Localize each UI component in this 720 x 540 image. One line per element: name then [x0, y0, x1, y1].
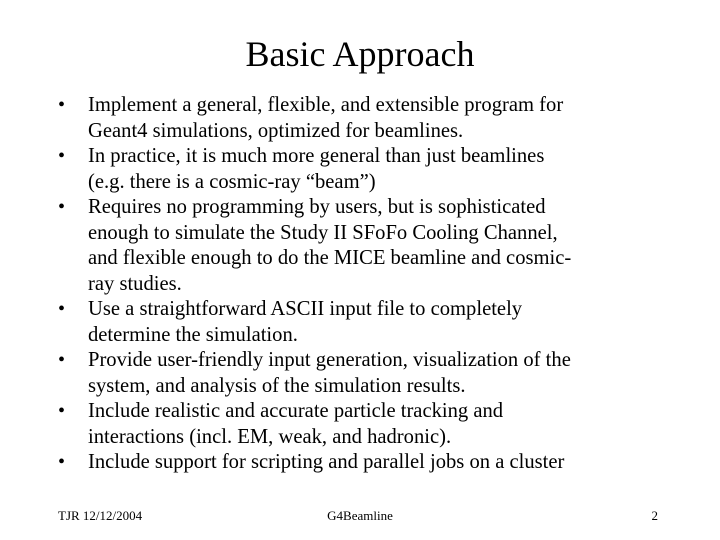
bullet-line: Use a straightforward ASCII input file to completely: [88, 298, 523, 320]
bullet-item: [58, 399, 678, 450]
footer-title: G4Beamline: [327, 508, 393, 523]
bullet-item: [58, 195, 678, 297]
slide-title: Basic Approach: [245, 34, 475, 74]
bullet-line: system, and analysis of the simulation results.: [88, 374, 466, 397]
bullet-line: Include realistic and accurate particle tracking and: [88, 400, 504, 422]
bullet-line: and flexible enough to do the MICE beamline and cosmic-: [88, 247, 572, 269]
bullet-line: enough to simulate the Study II SFoFo Cooling Channel,: [88, 221, 558, 244]
bullet-line: ray studies.: [88, 272, 182, 295]
bullet-line: Geant4 simulations, optimized for beamlines.: [88, 119, 464, 142]
bullet-list: [58, 93, 678, 476]
bullet-item: [58, 144, 678, 195]
bullet-line: determine the simulation.: [88, 323, 298, 346]
bullet-item: [58, 297, 678, 348]
bullet-dot-icon: •: [58, 451, 66, 473]
page-number: 2: [651, 508, 658, 523]
bullet-dot-icon: •: [58, 349, 66, 371]
bullet-item: [58, 450, 678, 476]
bullet-line: In practice, it is much more general than just beamlines: [88, 145, 545, 167]
bullet-dot-icon: •: [58, 196, 66, 218]
bullet-line: Implement a general, flexible, and extensible program for: [88, 94, 564, 116]
bullet-line: interactions (incl. EM, weak, and hadronic).: [88, 425, 452, 448]
bullet-dot-icon: •: [58, 400, 66, 422]
footer-author-date: TJR 12/12/2004: [58, 508, 143, 523]
bullet-dot-icon: •: [58, 298, 66, 320]
bullet-item: [58, 348, 678, 399]
bullet-line: Requires no programming by users, but is sophisticated: [88, 196, 546, 218]
bullet-line: (e.g. there is a cosmic-ray “beam”): [88, 170, 376, 193]
bullet-line: Provide user-friendly input generation, visualization of the: [88, 349, 571, 371]
bullet-dot-icon: •: [58, 94, 66, 116]
bullet-dot-icon: •: [58, 145, 66, 167]
bullet-line: Include support for scripting and parallel jobs on a cluster: [88, 451, 565, 473]
bullet-item: [58, 93, 678, 144]
